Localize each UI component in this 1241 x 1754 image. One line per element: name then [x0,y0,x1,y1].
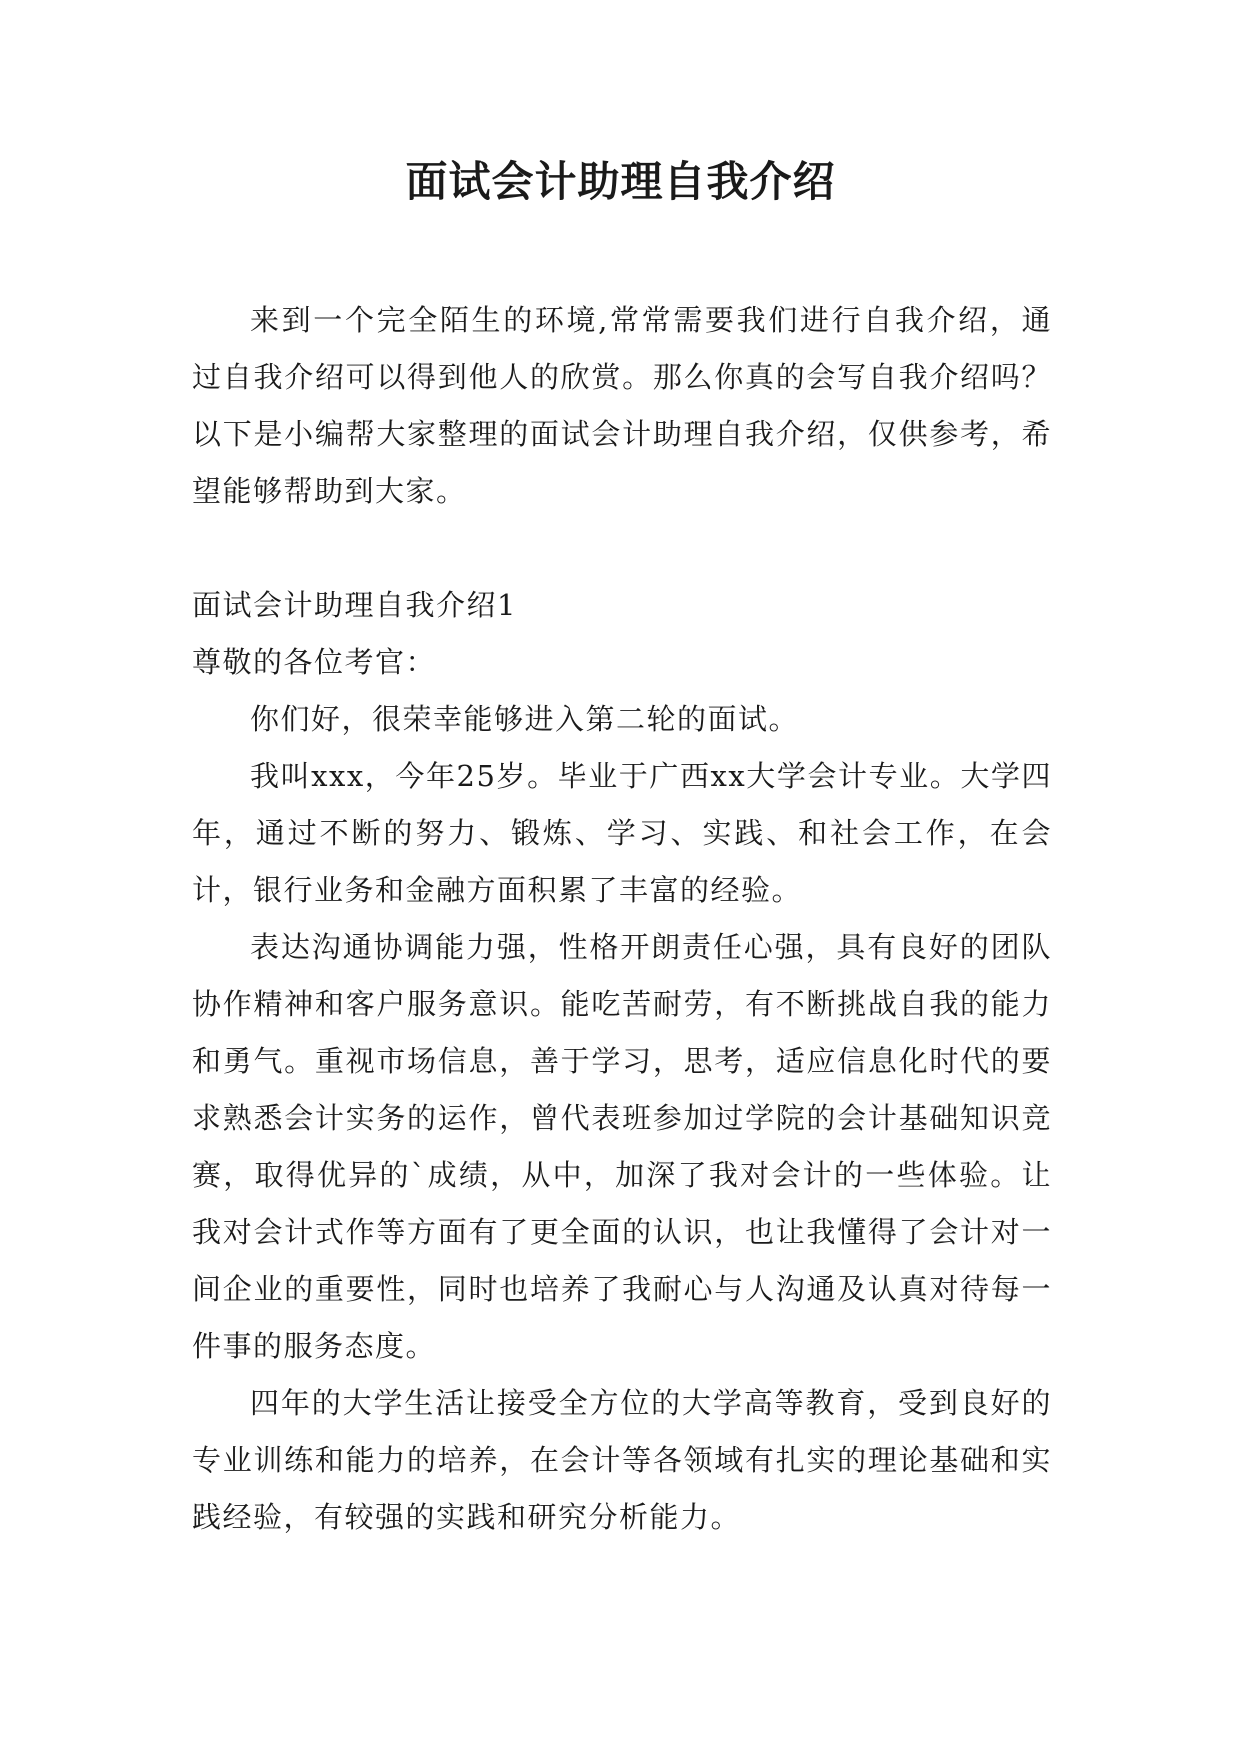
body-paragraph-2: 我叫xxx，今年25岁。毕业于广西xx大学会计专业。大学四年，通过不断的努力、锻炼、学习、实践、和社会工作，在会计，银行业务和金融方面积累了丰富的经验。 [192,759,1052,907]
intro-paragraph: 来到一个完全陌生的环境,常常需要我们进行自我介绍，通过自我介绍可以得到他人的欣赏。那么你真的会写自我介绍吗？以下是小编帮大家整理的面试会计助理自我介绍，仅供参考，希望能够帮助到大家。 [192,303,1052,508]
body-paragraph-1: 你们好，很荣幸能够进入第二轮的面试。 [250,702,800,736]
section-heading: 面试会计助理自我介绍1 [192,588,517,622]
body-paragraph-3: 表达沟通协调能力强，性格开朗责任心强，具有良好的团队协作精神和客户服务意识。能吃苦耐劳，有不断挑战自我的能力和勇气。重视市场信息，善于学习，思考，适应信息化时代的要求熟悉会计实务的运作，曾代表班参加过学院的会计基础知识竞赛，取得优异的`成绩，从中，加深了我对会计的一些体验。让我对会计式作等方面有了更全面的认识，也让我懂得了会计对一间企业的重要性，同时也培养了我耐心与人沟通及认真对待每一件事的服务态度。 [192,930,1052,1363]
salutation: 尊敬的各位考官： [192,645,437,679]
body-paragraph-4: 四年的大学生活让接受全方位的大学高等教育，受到良好的专业训练和能力的培养，在会计等各领域有扎实的理论基础和实践经验，有较强的实践和研究分析能力。 [192,1386,1052,1534]
document-title: 面试会计助理自我介绍 [405,157,836,206]
document-body [192,292,1052,1546]
